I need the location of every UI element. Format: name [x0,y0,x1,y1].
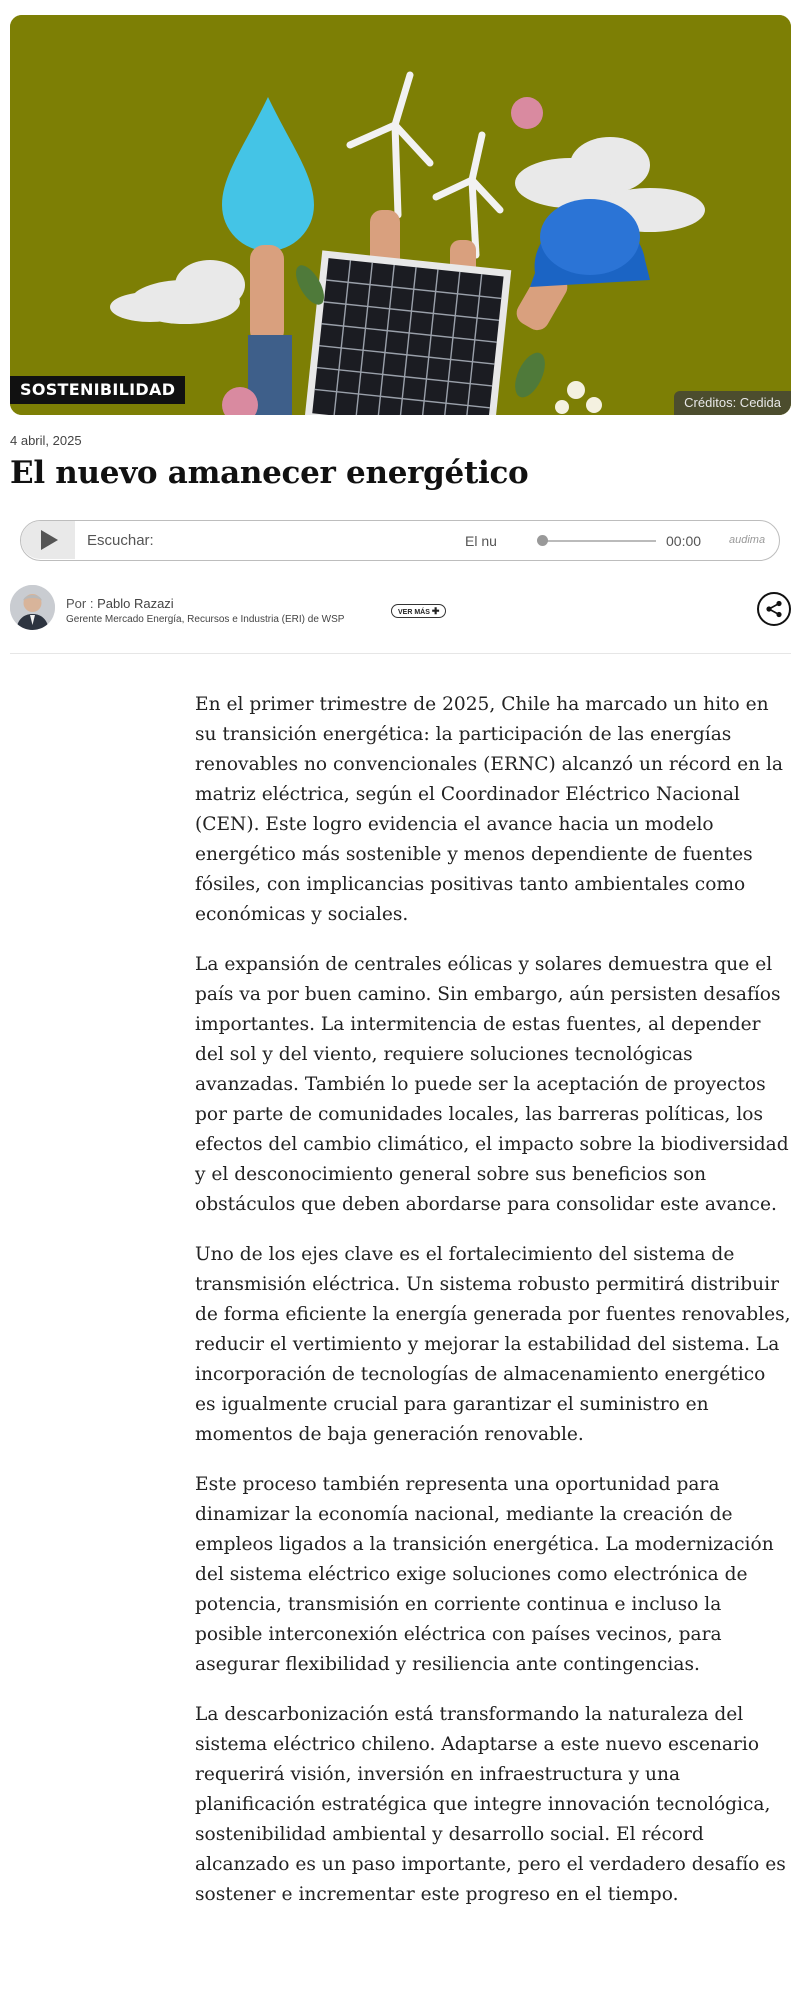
divider [10,653,791,654]
play-button[interactable] [21,521,75,559]
play-icon [41,530,58,550]
time-readout: 00:00 [666,533,702,549]
article-paragraph: La expansión de centrales eólicas y solares demuestra que el país va por buen camino. Sin embargo, aún persisten desafíos importantes. La intermitencia de estas fuentes, al depender del sol y del viento, requiere soluciones tecnológicas avanzadas. También lo puede ser la aceptación de proyectos por parte de comunidades locales, las barreras políticas, los efectos del cambio climático, el impacto sobre la biodiversidad y el desconocimiento general sobre sus beneficios son obstáculos que deben abordarse para consolidar este avance. [195,954,789,1215]
ver-mas-button[interactable] [391,604,446,618]
progress-slider[interactable] [541,540,656,542]
author-role: Gerente Mercado Energía, Recursos e Industria (ERI) de WSP [66,614,345,625]
article-paragraph: La descarbonización está transformando la naturaleza del sistema eléctrico chileno. Adaptarse a este nuevo escenario requerirá visión, inversión en infraestructura y una planificación estratégica que integre innovación tecnológica, sostenibilidad ambiental y desarrollo social. El récord alcanzado es un paso importante, pero el verdadero desafío es sostener e incrementar este progreso en el tiempo. [195,1704,786,1905]
track-title: El nu [465,533,497,549]
article-paragraph: Este proceso también representa una oportunidad para dinamizar la economía nacional, mediante la creación de empleos ligados a la transición energética. La modernización del sistema eléctrico exige soluciones como electrónica de potencia, transmisión en corriente continua e incluso la posible interconexión eléctrica con países vecinos, para asegurar flexibilidad y resiliencia ante contingencias. [195,1474,774,1675]
author-name[interactable]: Pablo Razazi [97,596,174,611]
byline [66,596,174,611]
player-brand[interactable]: audima [729,534,766,546]
by-label: Por : [66,596,94,611]
author-avatar[interactable] [10,585,55,630]
article-paragraph: En el primer trimestre de 2025, Chile ha marcado un hito en su transición energética: la participación de las energías renovables no convencionales (ERNC) alcanzó un récord en la matriz eléctrica, según el Coordinador Eléctrico Nacional (CEN). Este logro evidencia el avance hacia un modelo energético más sostenible y menos dependiente de fuentes fósiles, con implicancias positivas tanto ambientales como económicas y sociales. [195,694,784,925]
avatar-illustration [10,585,55,630]
publish-date: 4 abril, 2025 [10,433,82,448]
hero-illustration [10,15,791,415]
ver-mas-label: VER MÁS [398,609,430,616]
author-row [10,585,791,633]
plus-icon: ✚ [431,606,440,616]
audio-player [20,520,780,561]
share-icon [765,600,783,618]
image-credits: Créditos: Cedida [674,391,791,415]
progress-knob[interactable] [537,535,548,546]
article-body [195,690,791,1930]
article-paragraph: Uno de los ejes clave es el fortalecimiento del sistema de transmisión eléctrica. Un sistema robusto permitirá distribuir de forma eficiente la energía generada por fuentes renovables, reducir el vertimiento y mejorar la estabilidad del sistema. La incorporación de tecnologías de almacenamiento energético es igualmente crucial para garantizar el suministro en momentos de baja generación renovable. [195,1244,791,1445]
article-title: El nuevo amanecer energético [10,455,529,491]
hero-image [10,15,791,415]
share-button[interactable] [757,592,791,626]
listen-label: Escuchar: [87,532,154,549]
category-badge[interactable]: SOSTENIBILIDAD [10,376,185,404]
